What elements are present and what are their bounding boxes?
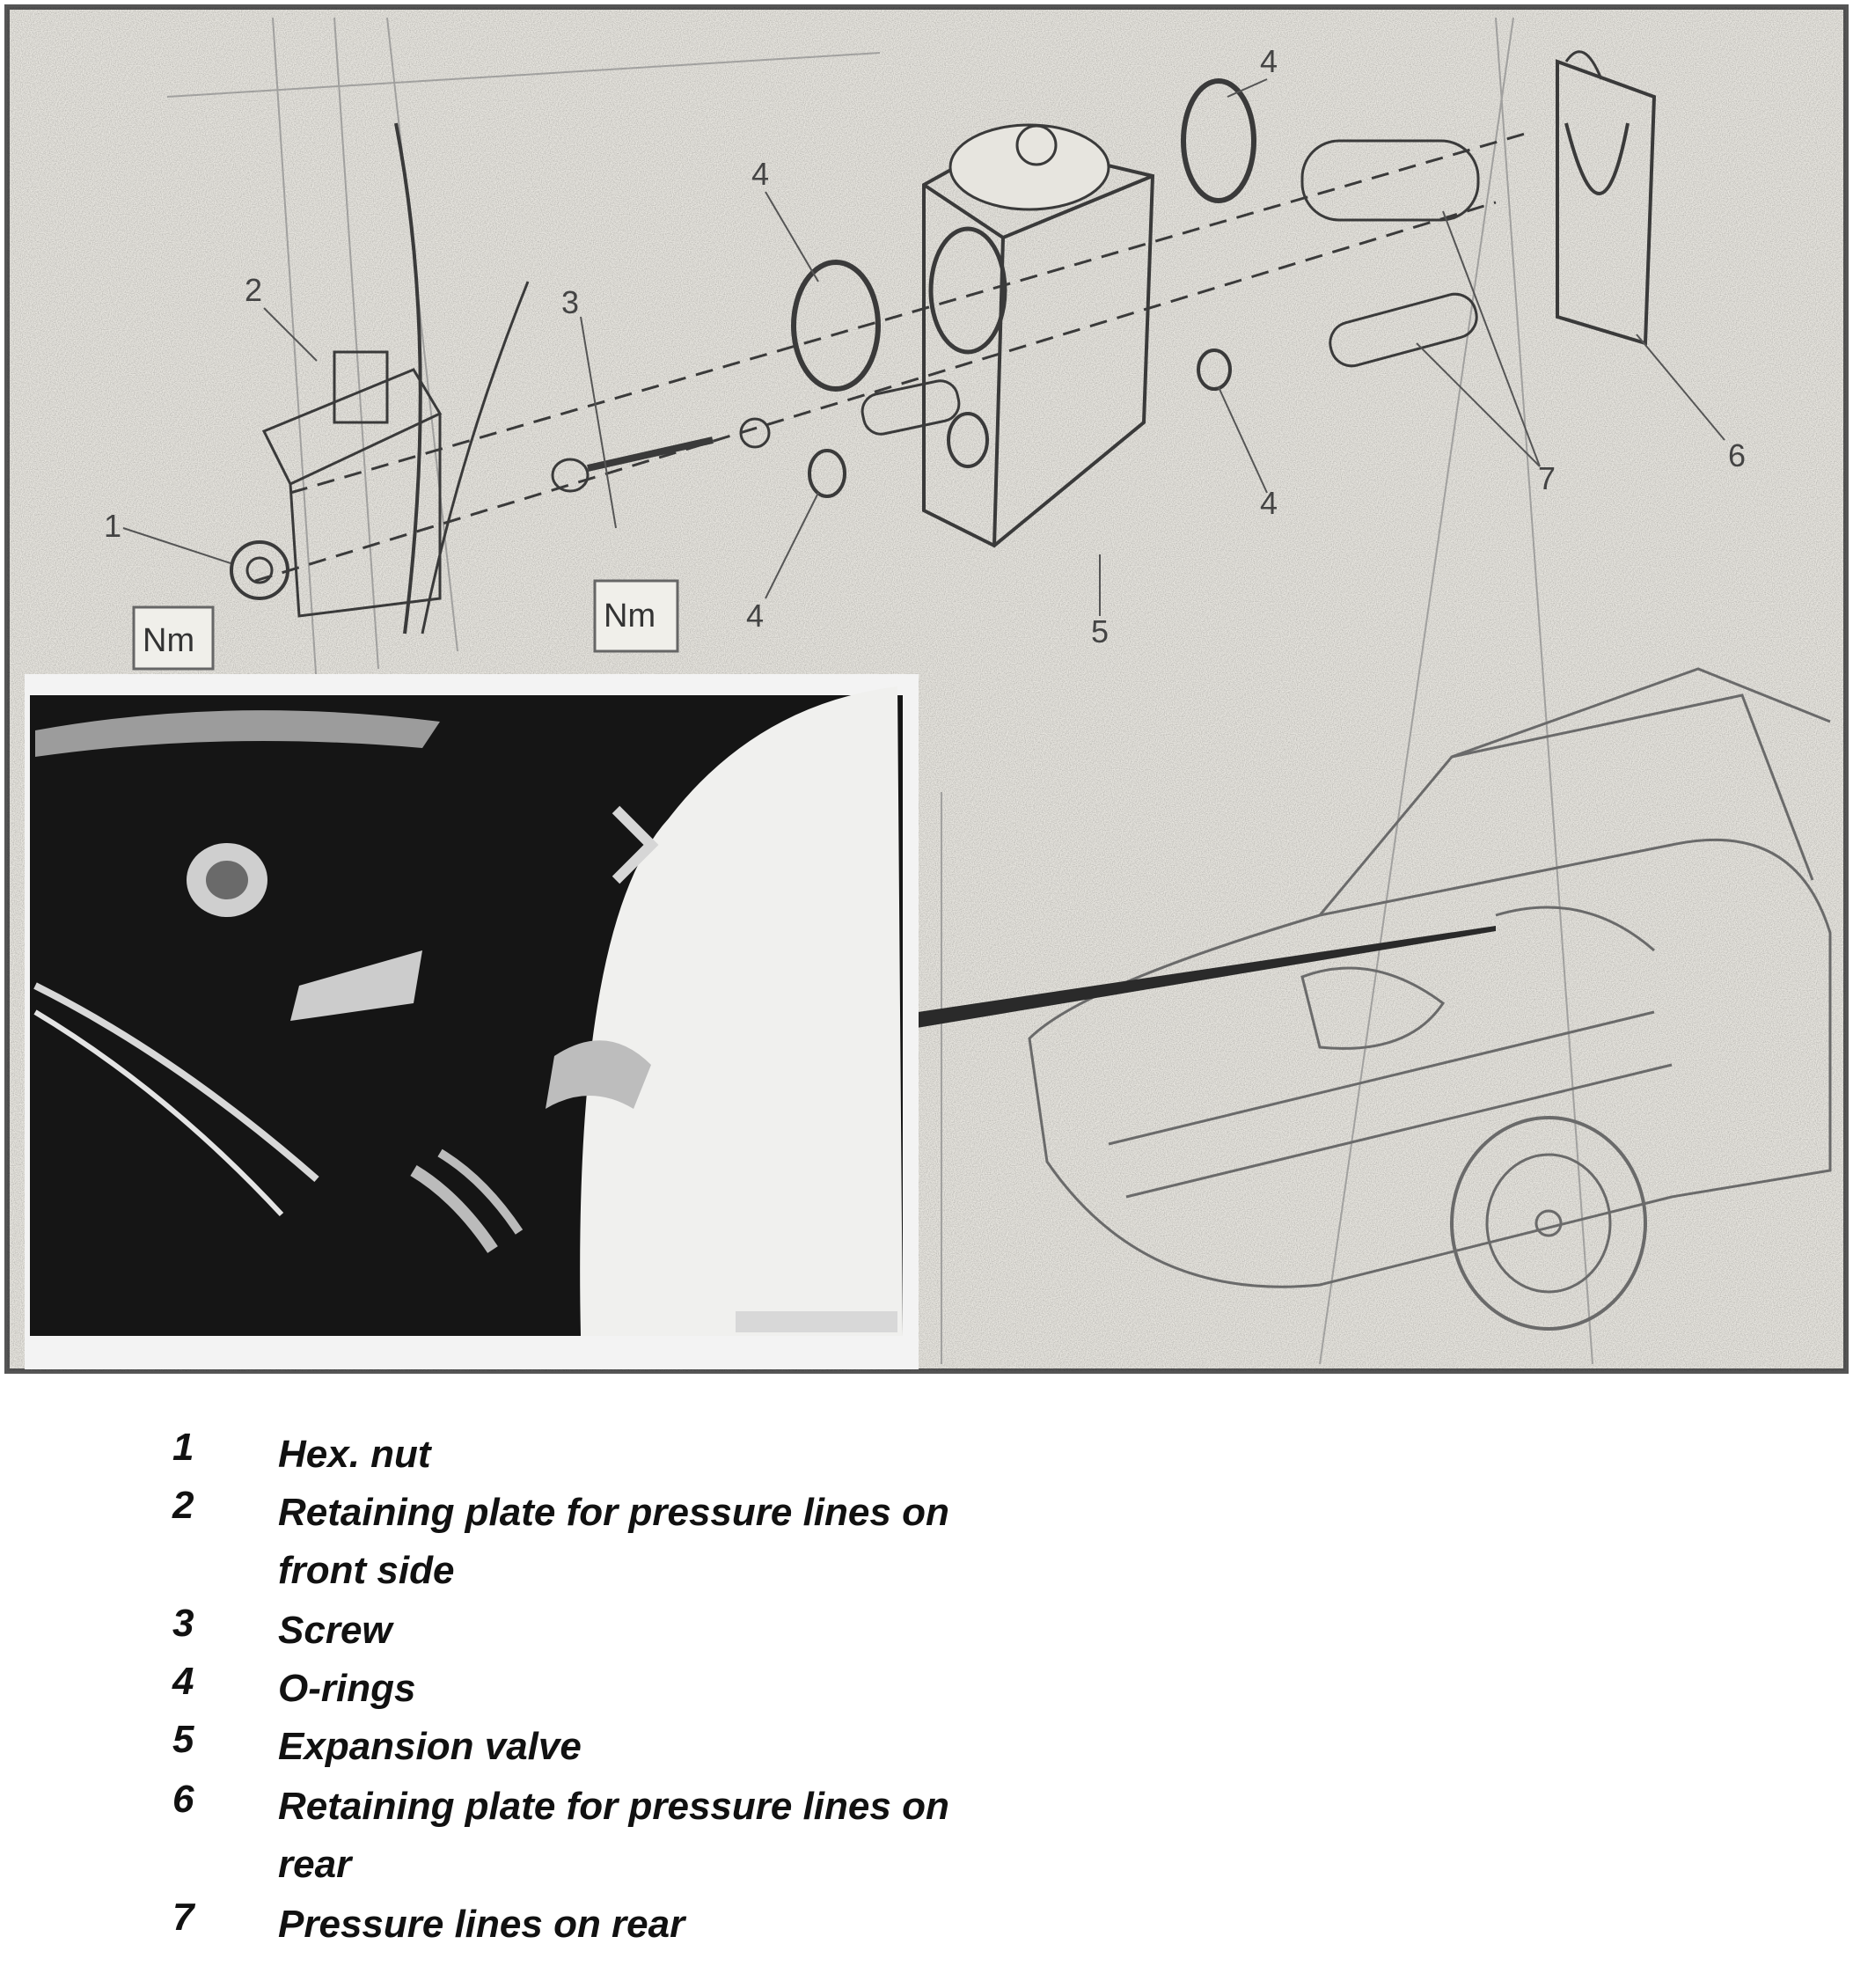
legend-label: Screw [278, 1609, 392, 1652]
torque-label-1 [134, 607, 213, 669]
callout-4: 4 [751, 156, 770, 192]
callout-4: 4 [746, 598, 765, 634]
callout-4: 4 [1260, 485, 1278, 521]
callout-2: 2 [245, 272, 263, 308]
callout-6: 6 [1728, 437, 1747, 473]
legend-label: Retaining plate for pressure lines on rear [278, 1785, 949, 1886]
legend-number: 7 [172, 1896, 194, 1939]
legend-label: Pressure lines on rear [278, 1903, 685, 1946]
svg-text:Nm: Nm [604, 598, 656, 635]
torque-label-2 [595, 581, 677, 651]
legend-number: 2 [172, 1484, 194, 1527]
legend-label: Expansion valve [278, 1725, 582, 1768]
legend-number: 4 [172, 1660, 194, 1703]
legend-label: O-rings [278, 1667, 416, 1710]
photo-reference-tag [736, 1311, 897, 1332]
legend-label: Hex. nut [278, 1433, 431, 1476]
callout-7: 7 [1538, 460, 1556, 496]
legend-label: Retaining plate for pressure lines on front side [278, 1491, 949, 1592]
callout-4: 4 [1260, 43, 1278, 79]
svg-text:Nm: Nm [143, 622, 195, 659]
callout-5: 5 [1091, 613, 1110, 649]
callout-1: 1 [104, 508, 122, 544]
valve-cap [950, 125, 1109, 209]
legend-number: 1 [172, 1426, 194, 1469]
legend-number: 3 [172, 1602, 194, 1645]
legend-number: 6 [172, 1778, 194, 1821]
callout-3: 3 [561, 284, 580, 320]
legend-number: 5 [172, 1718, 194, 1761]
photo-inset [25, 674, 919, 1369]
